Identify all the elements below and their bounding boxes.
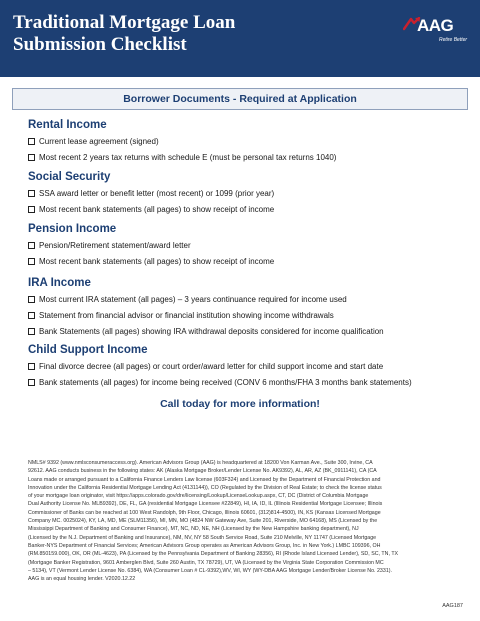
checklist-item	[28, 151, 336, 164]
section-rental-income	[28, 118, 336, 167]
call-to-action: Call today for more information!	[160, 398, 320, 410]
item-label: Current lease agreement (signed)	[39, 137, 159, 146]
item-label: Final divorce decree (all pages) or court order/award letter for child support income and start date	[39, 362, 384, 371]
checkbox[interactable]	[28, 363, 35, 370]
banner-label: Borrower Documents - Required at Application	[123, 93, 357, 105]
section-heading: IRA Income	[28, 277, 91, 289]
item-label: Most recent 2 years tax returns with schedule E (must be personal tax returns 1040)	[39, 153, 337, 162]
item-label: SSA award letter or benefit letter (most recent) or 1099 (prior year)	[39, 189, 275, 198]
section-heading: Pension Income	[28, 223, 117, 235]
checkbox[interactable]	[28, 154, 35, 161]
page-title	[13, 12, 235, 56]
item-label: Most current IRA statement (all pages) – 3 years continuance required for income used	[39, 295, 347, 304]
checkbox[interactable]	[28, 296, 35, 303]
page-title-line-2: Submission Checklist	[13, 34, 187, 55]
checklist-item	[28, 135, 336, 148]
item-label: Bank statements (all pages) for income being received (CONV 6 months/FHA 3 months bank statements)	[39, 378, 412, 387]
checklist-item	[28, 203, 274, 216]
checkbox[interactable]	[28, 328, 35, 335]
section-heading: Social Security	[28, 171, 111, 183]
section-banner	[12, 88, 468, 110]
checkbox[interactable]	[28, 242, 35, 249]
checklist-item	[28, 255, 274, 268]
item-label: Bank Statements (all pages) showing IRA withdrawal deposits considered for income qualification	[39, 327, 384, 336]
section-child-support-income	[28, 343, 412, 392]
section-pension-income	[28, 222, 274, 271]
checkbox[interactable]	[28, 379, 35, 386]
checkbox[interactable]	[28, 258, 35, 265]
logo-tagline: Retire Better	[439, 37, 468, 43]
item-label: Statement from financial advisor or financial institution showing income withdrawals	[39, 311, 334, 320]
checklist-item	[28, 309, 384, 322]
checkbox[interactable]	[28, 190, 35, 197]
checklist-item	[28, 360, 412, 373]
document-code: AAG187	[442, 603, 463, 609]
item-label: Pension/Retirement statement/award letter	[39, 241, 191, 250]
checklist-item	[28, 239, 274, 252]
section-heading: Rental Income	[28, 119, 107, 131]
header-bar	[0, 0, 480, 77]
checklist-item	[28, 376, 412, 389]
page-title-line-1: Traditional Mortgage Loan	[13, 12, 236, 33]
checkbox[interactable]	[28, 138, 35, 145]
checklist-item	[28, 293, 384, 306]
checklist-item	[28, 325, 384, 338]
section-social-security	[28, 170, 274, 219]
checklist-item	[28, 187, 274, 200]
checkbox[interactable]	[28, 312, 35, 319]
item-label: Most recent bank statements (all pages) to show receipt of income	[39, 257, 275, 266]
section-ira-income	[28, 276, 384, 341]
item-label: Most recent bank statements (all pages) to show receipt of income	[39, 205, 275, 214]
section-heading: Child Support Income	[28, 344, 148, 356]
aag-logo	[403, 16, 469, 46]
logo-text: AAG	[417, 16, 454, 35]
checkbox[interactable]	[28, 206, 35, 213]
legal-disclaimer: NMLS# 9392 (www.nmlsconsumeraccess.org). American Advisors Group (AAG) is headquartered at 18200 Von Karman Ave., Suite 300, Irvine, CA 92612. AAG conducts business in the following states: AK (Alaska Mortgage Broker/Lender License No. AK9392), AL, AR, AZ (BK_0911141), CA (CA Loans made or arranged pursuant to a California Finance Lenders Law license (603F324) and Licensed by the Department of Financial Protection and Innovation under the California Residential Mortgage Lending Act (4131144)), CO (Regulated by the Division of Real Estate; to check the license status of your mortgage loan originator, visit https://apps.colorado.gov/dre/licensing/Lookup/LicenseLookup.aspx, CT, DC (District of Columbia Mortgage Dual Authority License No. MLB9392), DE, FL, GA (residential Mortgage Licensee #22849), HI, IA, ID, IL (Illinois Residential Mortgage Licensee; Illinois Commissioner of Banks can be reached at 100 West Randolph, 9th Floor, Chicago, Illinois 60601, (312)814-4500), IN, KS (Kansas Licensed Mortgage Company MC. 0025024), KY, LA, MD, ME (SLM11356), MI, MN, MO (4824 NW Gateway Ave, Suite 201, Riverside, MO 64168), MS (Licensed by the Mississippi Department of Banking and Consumer Finance), MT, NC, ND, NE, NH (Licensed by the New Hampshire banking department), NJ (Licensed by the N.J. Department of Banking and Insurance), NM, NV, NY 58 South Service Road, Suite 210 Melville, NY 11747 (Licensed Mortgage Banker-NYS Department of Financial Services; American Advisors Group operates as American Advisors Group, Inc. in New York.) LMBC 109396, OH (RM.850159.000), OK, OR (ML-4623), PA (Licensed by the Pennsylvania Department of Banking 28356), RI (Rhode Island Licensed Lender), SD, SC, TN, TX (Mortgage Banker Registration, 9601 Amberglen Blvd, Suite 260 Austin, TX 78729), UT, VA (Licensed by the Virginia State Corporation Commission MC – 5134), VT (Vermont Lender License No. 6384), WA (Consumer Loan # CL-9392),WV, WI, WY (WY-DBA AAG Mortgage Lender/Broker License No. 2331). AAG is an equal housing lender. V2020.12.22	[28, 460, 399, 583]
